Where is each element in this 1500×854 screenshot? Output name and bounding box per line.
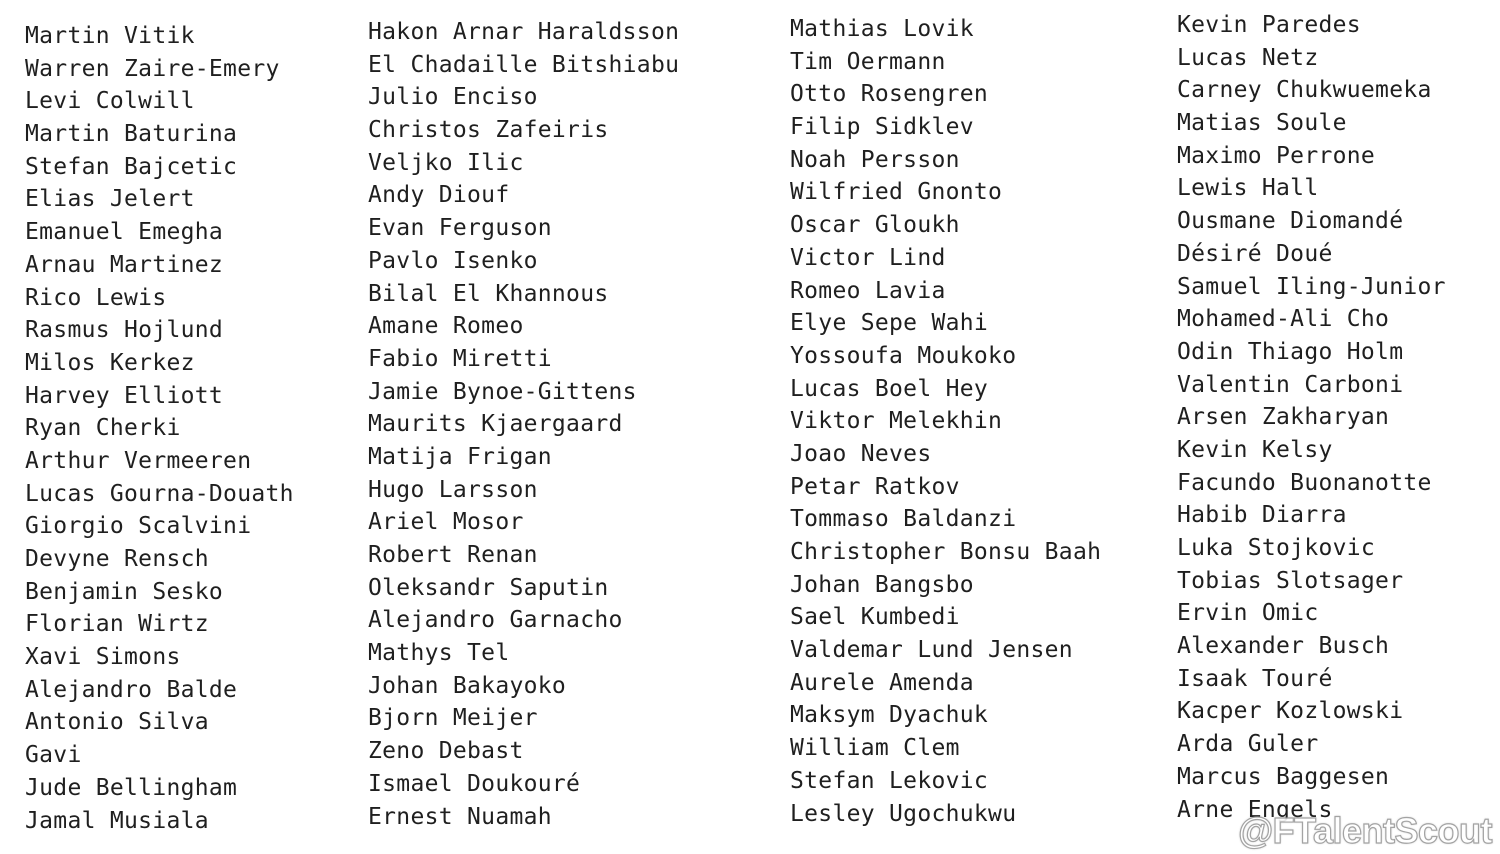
player-name: Rasmus Hojlund: [25, 317, 224, 344]
player-name: Habib Diarra: [1177, 502, 1347, 529]
names-column-3: [790, 13, 1101, 830]
player-name: Christos Zafeiris: [368, 117, 609, 144]
player-name: Lucas Boel Hey: [790, 375, 989, 402]
player-name: Bjorn Meijer: [368, 705, 538, 732]
player-name: Arda Guler: [1177, 731, 1319, 758]
player-name: Emanuel Emegha: [25, 219, 224, 246]
player-name: Maurits Kjaergaard: [368, 411, 623, 438]
player-name: Petar Ratkov: [790, 473, 960, 500]
player-name: Maximo Perrone: [1177, 142, 1376, 169]
player-name: Mathys Tel: [368, 640, 510, 667]
names-column-2: [368, 16, 679, 833]
player-name: Andy Diouf: [368, 182, 510, 209]
player-name: Valentin Carboni: [1177, 371, 1404, 398]
player-name: Oleksandr Saputin: [368, 574, 609, 601]
player-name: Gavi: [25, 742, 82, 769]
player-name: Alejandro Garnacho: [368, 607, 623, 634]
player-name: Robert Renan: [368, 542, 538, 568]
player-name: Wilfried Gnonto: [790, 179, 1003, 206]
player-name: Milos Kerkez: [25, 349, 195, 376]
names-column-1: [25, 20, 294, 837]
player-name: Ismael Doukouré: [368, 770, 581, 797]
player-name: Lewis Hall: [1177, 175, 1319, 202]
player-name: Pavlo Isenko: [368, 247, 538, 274]
player-name: Bilal El Khannous: [368, 280, 609, 307]
player-name: Kevin Kelsy: [1177, 436, 1333, 463]
player-name: Benjamin Sesko: [25, 578, 224, 605]
player-name: Levi Colwill: [25, 88, 195, 115]
player-name: Elias Jelert: [25, 186, 195, 213]
player-name: Arnau Martinez: [25, 251, 224, 278]
player-name: Hakon Arnar Haraldsson: [368, 19, 680, 45]
player-name: Filip Sidklev: [790, 114, 974, 141]
player-name: Amane Romeo: [368, 313, 524, 340]
player-name: Matias Soule: [1177, 110, 1347, 137]
player-name: Valdemar Lund Jensen: [790, 637, 1073, 664]
player-name: Samuel Iling-Junior: [1177, 273, 1446, 300]
player-name: Kevin Paredes: [1177, 12, 1361, 38]
player-name: El Chadaille Bitshiabu: [368, 51, 680, 78]
player-name: Evan Ferguson: [368, 215, 552, 242]
player-name: Arne Engels: [1177, 796, 1333, 823]
player-name: Mohamed-Ali Cho: [1177, 306, 1390, 333]
player-name: Alejandro Balde: [25, 676, 238, 703]
watermark-handle: @FTalentScout: [1238, 810, 1492, 851]
player-name: Ryan Cherki: [25, 415, 181, 442]
player-name: Rico Lewis: [25, 284, 167, 311]
player-name: Jamal Musiala: [25, 807, 209, 834]
player-name: Zeno Debast: [368, 738, 524, 765]
player-name: Ariel Mosor: [368, 509, 524, 536]
player-name: Tim Oermann: [790, 48, 946, 75]
player-name: Luka Stojkovic: [1177, 535, 1376, 561]
player-name: Romeo Lavia: [790, 277, 946, 304]
player-name: Désiré Doué: [1177, 240, 1333, 267]
player-name: Otto Rosengren: [790, 81, 989, 108]
player-name: Maksym Dyachuk: [790, 702, 989, 729]
player-name: Giorgio Scalvini: [25, 513, 252, 540]
player-name: Oscar Gloukh: [790, 212, 960, 239]
player-name: Ervin Omic: [1177, 600, 1319, 627]
player-name: Viktor Melekhin: [790, 408, 1003, 435]
player-name: Johan Bangsbo: [790, 571, 974, 598]
player-name: Martin Vitik: [25, 23, 195, 49]
player-name: Arsen Zakharyan: [1177, 404, 1390, 431]
player-name: Tommaso Baldanzi: [790, 506, 1017, 533]
player-name: Tobias Slotsager: [1177, 567, 1404, 594]
player-name: Joao Neves: [790, 440, 932, 467]
player-name: Julio Enciso: [368, 84, 538, 111]
player-name: Martin Baturina: [25, 121, 238, 148]
player-name: Antonio Silva: [25, 709, 209, 736]
player-name: Lesley Ugochukwu: [790, 800, 1017, 827]
player-name: Lucas Netz: [1177, 44, 1319, 71]
player-name: Aurele Amenda: [790, 669, 974, 696]
player-name: Ousmane Diomandé: [1177, 208, 1404, 235]
player-name: Matija Frigan: [368, 443, 552, 470]
player-name: Mathias Lovik: [790, 16, 974, 42]
player-name: Alexander Busch: [1177, 633, 1390, 660]
player-name: Jude Bellingham: [25, 774, 238, 801]
player-name: Ernest Nuamah: [368, 803, 552, 830]
player-name: Arthur Vermeeren: [25, 447, 252, 474]
player-name: Devyne Rensch: [25, 546, 209, 572]
player-name: Hugo Larsson: [368, 476, 538, 503]
player-name: Florian Wirtz: [25, 611, 209, 638]
player-name: Noah Persson: [790, 146, 960, 173]
player-name: Facundo Buonanotte: [1177, 469, 1432, 496]
player-name: Stefan Bajcetic: [25, 153, 238, 180]
player-name: Marcus Baggesen: [1177, 763, 1390, 790]
names-column-4: [1177, 9, 1446, 826]
player-name: Fabio Miretti: [368, 345, 552, 372]
player-name: Odin Thiago Holm: [1177, 338, 1404, 365]
player-name: Jamie Bynoe-Gittens: [368, 378, 637, 405]
player-name: Sael Kumbedi: [790, 604, 960, 631]
player-name: Warren Zaire-Emery: [25, 55, 280, 82]
player-name: Yossoufa Moukoko: [790, 342, 1017, 369]
player-name: Veljko Ilic: [368, 149, 524, 176]
player-name: Lucas Gourna-Douath: [25, 480, 294, 507]
player-name: Elye Sepe Wahi: [790, 310, 989, 337]
player-name: Carney Chukwuemeka: [1177, 77, 1432, 104]
player-name: Stefan Lekovic: [790, 767, 989, 794]
player-name: Xavi Simons: [25, 644, 181, 671]
player-name: Harvey Elliott: [25, 382, 224, 409]
player-name: Isaak Touré: [1177, 665, 1333, 692]
player-name: Christopher Bonsu Baah: [790, 539, 1102, 565]
player-name: Victor Lind: [790, 244, 946, 271]
player-name: William Clem: [790, 735, 960, 762]
player-name: Kacper Kozlowski: [1177, 698, 1404, 725]
player-name: Johan Bakayoko: [368, 672, 567, 699]
